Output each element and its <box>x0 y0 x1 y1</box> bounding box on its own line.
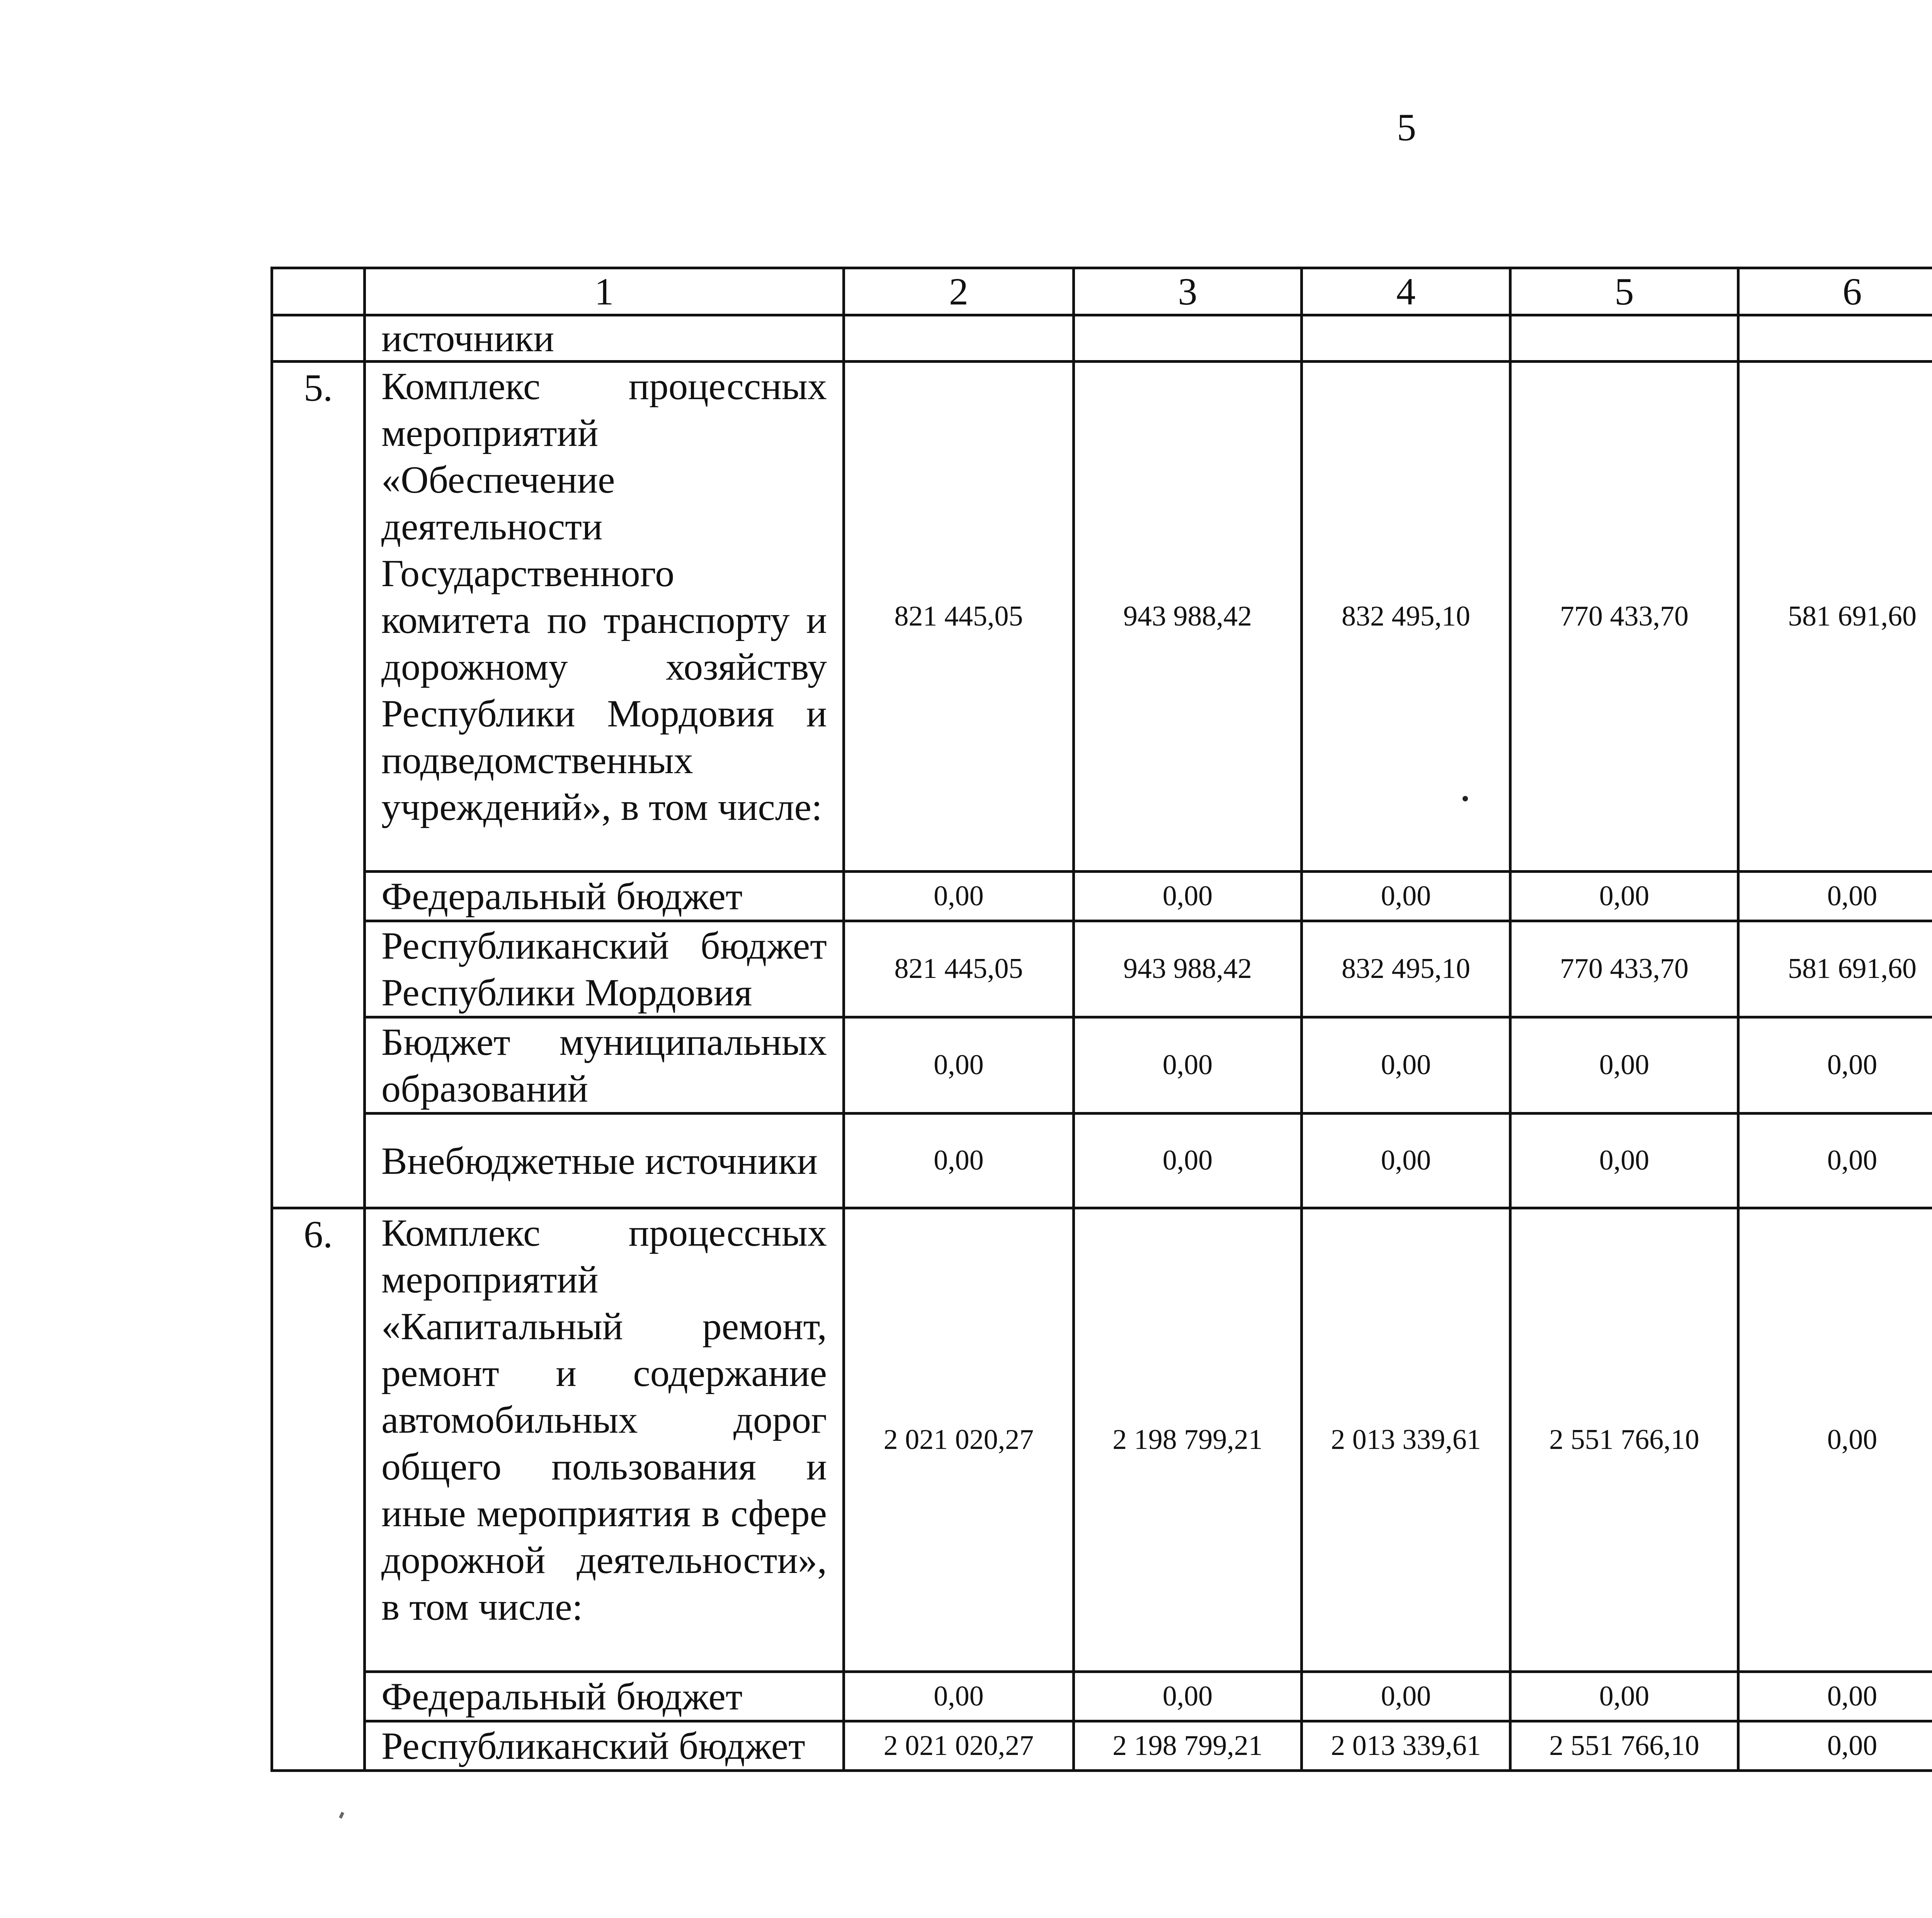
value-cell: 0,00 <box>1510 1114 1738 1208</box>
value-cell: 832 495,10 <box>1302 362 1510 872</box>
header-cell: 4 <box>1302 268 1510 315</box>
value-cell: 2 021 020,27 <box>844 1721 1074 1771</box>
value-cell: 2 013 339,61 <box>1302 1208 1510 1672</box>
value-cell: 581 691,60 <box>1738 362 1932 872</box>
value-cell: 0,00 <box>844 1114 1074 1208</box>
continuation-row <box>272 315 1932 362</box>
header-row <box>272 268 1932 315</box>
value-cell: 0,00 <box>1510 1017 1738 1114</box>
value-cell: 821 445,05 <box>844 921 1074 1017</box>
value-cell <box>1510 315 1738 362</box>
source-row <box>272 1672 1932 1721</box>
row-label: источники <box>365 315 844 362</box>
value-cell: 2 013 339,61 <box>1302 1721 1510 1771</box>
value-cell: 0,00 <box>1302 872 1510 921</box>
value-cell: 0,00 <box>844 1672 1074 1721</box>
section-title: Комплекс процессных мероприятий «Капитальный ремонт, ремонт и содержание автомобильных дорог общего пользования и иные мероприятия в сфере дорожной деятельности», в том числе: <box>365 1208 844 1672</box>
value-cell: 0,00 <box>844 1017 1074 1114</box>
value-cell <box>844 315 1074 362</box>
value-cell: 0,00 <box>1302 1017 1510 1114</box>
value-cell: 770 433,70 <box>1510 362 1738 872</box>
page-number: 5 <box>1397 106 1416 149</box>
value-cell: 821 445,05 <box>844 362 1074 872</box>
value-cell: 0,00 <box>1302 1672 1510 1721</box>
value-cell: 2 551 766,10 <box>1510 1721 1738 1771</box>
row-label: Бюджет муниципальных образований <box>365 1017 844 1114</box>
scan-mark <box>339 1812 344 1819</box>
header-cell: 3 <box>1074 268 1302 315</box>
header-cell: 6 <box>1738 268 1932 315</box>
row-label: Республиканский бюджет <box>365 1721 844 1771</box>
source-row <box>272 921 1932 1017</box>
value-cell: 0,00 <box>844 872 1074 921</box>
section-row <box>272 1208 1932 1672</box>
value-cell: 581 691,60 <box>1738 921 1932 1017</box>
header-cell: 2 <box>844 268 1074 315</box>
value-cell: 0,00 <box>1074 1672 1302 1721</box>
header-cell: 1 <box>365 268 844 315</box>
value-cell: 0,00 <box>1074 1114 1302 1208</box>
value-cell: 0,00 <box>1510 872 1738 921</box>
header-cell: 5 <box>1510 268 1738 315</box>
section-number: 6. <box>272 1208 365 1771</box>
row-label: Федеральный бюджет <box>365 1672 844 1721</box>
row-label: Республиканский бюджет Республики Мордовия <box>365 921 844 1017</box>
value-cell: 2 198 799,21 <box>1074 1208 1302 1672</box>
budget-table <box>270 267 1932 1772</box>
value-cell: 0,00 <box>1074 1017 1302 1114</box>
value-cell: 0,00 <box>1738 1721 1932 1771</box>
value-cell: 0,00 <box>1738 872 1932 921</box>
source-row <box>272 1721 1932 1771</box>
value-cell: 832 495,10 <box>1302 921 1510 1017</box>
source-row <box>272 1017 1932 1114</box>
value-cell: 0,00 <box>1302 1114 1510 1208</box>
row-number <box>272 315 365 362</box>
section-row <box>272 362 1932 872</box>
value-cell: 0,00 <box>1738 1017 1932 1114</box>
value-cell: 2 551 766,10 <box>1510 1208 1738 1672</box>
row-label: Внебюджетные источники <box>365 1114 844 1208</box>
value-cell: 0,00 <box>1738 1208 1932 1672</box>
section-title: Комплекс процессных мероприятий «Обеспечение деятельности Государственного комитета по транспорту и дорожному хозяйству Республики Мордовия и подведомственных учреждений», в том числе: <box>365 362 844 872</box>
row-label: Федеральный бюджет <box>365 872 844 921</box>
header-cell <box>272 268 365 315</box>
source-row <box>272 1114 1932 1208</box>
value-cell: 0,00 <box>1738 1114 1932 1208</box>
value-cell <box>1074 315 1302 362</box>
value-cell: 943 988,42 <box>1074 362 1302 872</box>
value-cell: 0,00 <box>1510 1672 1738 1721</box>
value-cell: 943 988,42 <box>1074 921 1302 1017</box>
value-cell <box>1738 315 1932 362</box>
value-cell: 2 021 020,27 <box>844 1208 1074 1672</box>
scan-dot <box>1463 796 1468 801</box>
value-cell: 770 433,70 <box>1510 921 1738 1017</box>
value-cell: 0,00 <box>1738 1672 1932 1721</box>
value-cell <box>1302 315 1510 362</box>
value-cell: 2 198 799,21 <box>1074 1721 1302 1771</box>
source-row <box>272 872 1932 921</box>
section-number: 5. <box>272 362 365 1208</box>
value-cell: 0,00 <box>1074 872 1302 921</box>
